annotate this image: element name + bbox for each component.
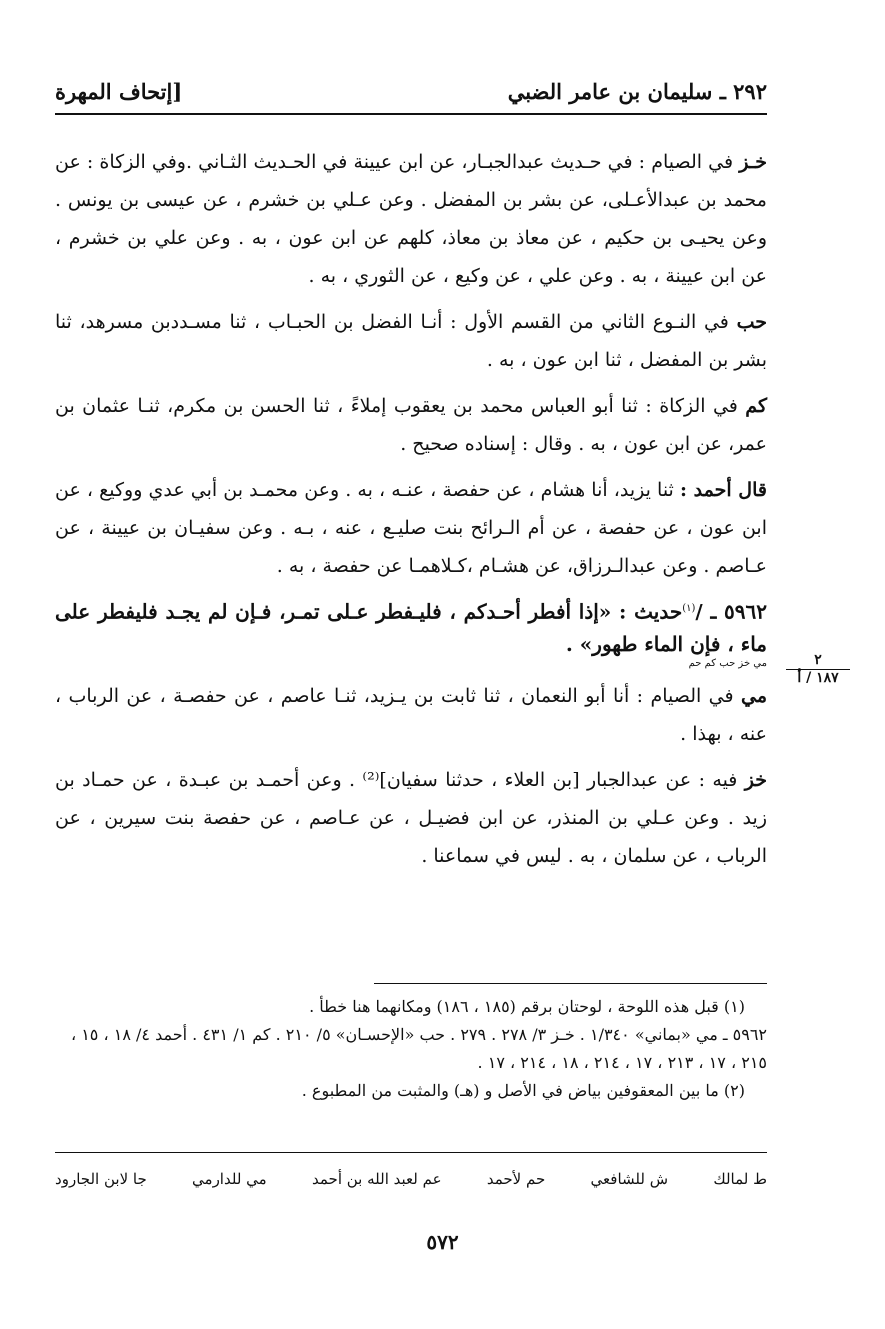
source-code: حب [736,311,767,333]
running-title: ٢٩٢ ـ سليمان بن عامر الضبي [507,79,767,104]
source-code: خـز [739,151,767,173]
footnote-sources: ٥٩٦٢ ـ مي «بماني» ١/٣٤٠ . خـز ٣/ ٢٧٨ . ٢٧٩ . حب «الإحسـان» ٥/ ٢١٠ . كم ١/ ٤٣١ . أحمد ٤/ ١٨ ، ١٥ ، ٢١٥ ، ١٧ ، ٢١٣ ، ١٧ ، ٢١٤ ، ١٨ ، ٢١٤ ، ١٧ . [70,1025,767,1072]
paragraph-text: فيه : عن عبدالجبار [بن العلاء ، حدثنا سفيان]⁽²⁾ . وعن أحمـد بن عبـدة ، عن حمـاد بن زيد . وعن عـلي بن المنذر، عن ابن فضيـل ، عن عـاصم ، عن حفصة بنت سيرين ، عن الرباب ، عن سلمان ، به . ليس في سماعنا . [55,769,767,868]
paragraph-text: في الزكاة : ثنا أبو العباس محمد بن يعقوب إملاءً ، ثنا الحسن بن مكرم، ثنـا عثمان بن عمر، عن ابن عون ، به . وقال : إسناده صحيح . [55,395,767,455]
paragraph-km [55,387,767,463]
running-header [55,60,767,104]
source-code: قال أحمد : [679,479,767,501]
paragraph-khz-2 [55,761,767,875]
paragraph-text: في الصيام : في حـديث عبدالجبـار، عن ابن عيينة في الحـديث الثـاني .وفي الزكاة : عن محمد بن عبدالأعـلى، عن بشر بن المفضل . وعن عـلي بن خشرم ، عن عيسى بن يونس . وعن يحيـى بن حكيم ، عن معاذ بن معاذ، كلهم عن ابن عون ، به . وعن علي بن خشرم ، عن ابن عيينة ، به . وعن علي ، عن وكيع ، عن الثوري ، به . [55,151,767,287]
page-number: ٥٧٢ [426,1230,459,1254]
manuscript-folio-note [786,652,850,687]
abbreviations-rule [55,1152,767,1153]
header-rule [55,113,767,115]
abbrev-item: مي للدارمي [192,1170,267,1188]
main-text [55,143,767,883]
folio-denominator: ١٨٧ / أ [797,670,839,686]
abbrev-item: ش للشافعي [590,1170,669,1188]
footnote-ref: (١) [682,603,696,614]
hadith-sources: مي خز حب كم حم [688,658,767,670]
footnotes [55,993,767,1105]
paragraph-text: ثنا يزيد، أنا هشام ، عن حفصة ، عنـه ، به . وعن محمـد بن أبي عدي ووكيع ، عن ابن عون ، عن حفصة ، عن أم الـرائح بنت صليـع ، عنه ، بـه . وعن سفيـان بن عيينة ، عن عـاصم . وعن عبدالـرزاق، عن هشـام ،كـلاهمـا عن حفصة ، به . [55,479,767,577]
paragraph-text: في الصيام : أنا أبو النعمان ، ثنا ثابت بن يـزيد، ثنـا عاصم ، عن حفصـة ، عن الرباب ، عنه ، بهذا . [55,685,767,746]
hadith-heading [55,593,767,669]
abbrev-item: ط لمالك [713,1170,767,1188]
paragraph-text: في النـوع الثاني من القسم الأول : أنـا الفضل بن الحبـاب ، ثنا مسـددبن مسرهد، ثنا بشر بن المفضل ، ثنا ابن عون ، به . [55,311,767,371]
paragraph-khz [55,143,767,295]
abbreviations-key [55,1170,767,1188]
paragraph-mi [55,677,767,753]
source-code: كم [745,395,767,417]
abbrev-item: حم لأحمد [486,1170,546,1188]
paragraph-hb [55,303,767,379]
source-code: خز [744,769,767,792]
folio-numerator: ٢ [786,652,850,670]
footnote-1: (١) قبل هذه اللوحة ، لوحتان برقم (١٨٥ ، ١٨٦) ومكانهما هنا خطأ . [309,997,745,1016]
hadith-number: ٥٩٦٢ ـ / [695,599,767,624]
abbrev-item: عم لعبد الله بن أحمد [312,1170,442,1188]
book-title: [إتحاف المهرة [55,79,183,104]
footnote-2: (٢) ما بين المعقوفين بياض في الأصل و (هـ) والمثبت من المطبوع . [301,1081,745,1100]
paragraph-ahmad [55,471,767,585]
abbrev-item: جا لابن الجارود [55,1170,147,1188]
footnote-rule [374,983,767,984]
hadith-text: حديث : «إذا أفطر أحـدكم ، فليـفطر عـلى تمـر، فـإن لم يجـد فليفطر على ماء ، فإن الماء طهور» . [55,599,767,657]
source-code: مي [740,685,767,708]
